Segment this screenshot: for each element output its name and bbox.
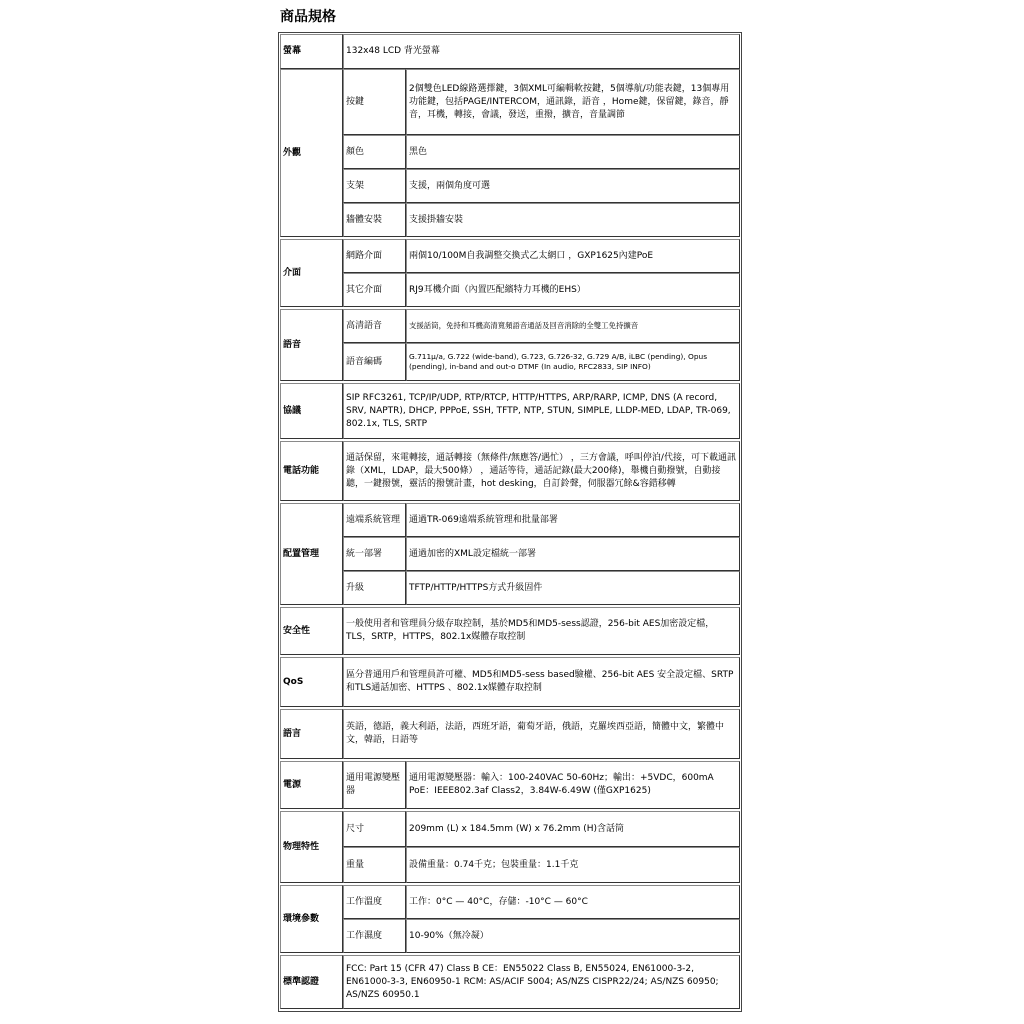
spec-sub-label: 統一部署 bbox=[343, 537, 406, 571]
table-row bbox=[280, 69, 740, 237]
category-label: 環境參數 bbox=[280, 885, 343, 953]
category-label: 語音 bbox=[280, 309, 343, 381]
spec-value: 英語，德語，義大利語，法語，西班牙語，葡萄牙語，俄語，克羅埃西亞語，簡體中文，繁體中文，韓語，日語等 bbox=[343, 709, 740, 759]
spec-sub-label: 重量 bbox=[343, 847, 406, 883]
category-label: 電源 bbox=[280, 761, 343, 809]
table-row bbox=[280, 309, 740, 381]
table-row bbox=[280, 657, 740, 707]
spec-sub-label: 牆體安裝 bbox=[343, 203, 406, 237]
spec-value: 通用電源變壓器：輸入：100-240VAC 50-60Hz；輸出：+5VDC，600mA PoE：IEEE802.3af Class2，3.84W-6.49W (僅GXP1625) bbox=[406, 761, 740, 809]
spec-value: 209mm (L) x 184.5mm (W) x 76.2mm (H)含話筒 bbox=[406, 811, 740, 847]
spec-sub-label: 升級 bbox=[343, 571, 406, 605]
table-row bbox=[280, 34, 740, 69]
spec-value: 設備重量：0.74千克；包裝重量：1.1千克 bbox=[406, 847, 740, 883]
spec-value: 工作：0°C — 40°C，存儲：-10°C — 60°C bbox=[406, 885, 740, 919]
spec-table bbox=[278, 32, 742, 1012]
spec-value: 支援話筒，免持和耳機高清寬頻語音通話及回音消除的全雙工免持擴音 bbox=[406, 309, 740, 343]
category-label: QoS bbox=[280, 657, 343, 707]
category-label: 電話功能 bbox=[280, 441, 343, 501]
category-label: 協議 bbox=[280, 383, 343, 439]
spec-sub-label: 支架 bbox=[343, 169, 406, 203]
table-row bbox=[280, 383, 740, 439]
spec-value: G.711µ/a, G.722 (wide-band), G.723, G.726-32, G.729 A/B, iLBC (pending), Opus (pending), in-band and out-o DTMF (In audio, RFC2833, SIP INFO) bbox=[406, 343, 740, 381]
spec-sub-label: 其它介面 bbox=[343, 273, 406, 307]
spec-value: 支援掛牆安裝 bbox=[406, 203, 740, 237]
table-row bbox=[280, 761, 740, 809]
category-label: 安全性 bbox=[280, 607, 343, 655]
spec-sub-label: 顏色 bbox=[343, 135, 406, 169]
spec-value: 10-90%（無冷凝） bbox=[406, 919, 740, 953]
spec-sub-label: 尺寸 bbox=[343, 811, 406, 847]
page-title: 商品規格 bbox=[280, 9, 336, 25]
table-row bbox=[280, 811, 740, 883]
spec-sub-label: 網路介面 bbox=[343, 239, 406, 273]
category-label: 外觀 bbox=[280, 69, 343, 237]
spec-sub-label: 通用電源變壓器 bbox=[343, 761, 406, 809]
spec-value: 通話保留，來電轉接，通話轉接（無條件/無應答/遇忙） ，三方會議，呼叫停泊/代接，可下載通訊錄（XML，LDAP，最大500條） ，通話等待，通話記錄(最大200條)，舉機自動撥號，自動接聽，一鍵撥號，靈活的撥號計畫，hot desking，自訂鈴聲，伺服器冗餘&容錯移轉 bbox=[343, 441, 740, 501]
spec-value: RJ9耳機介面（內置匹配繽特力耳機的EHS） bbox=[406, 273, 740, 307]
spec-value: FCC: Part 15 (CFR 47) Class B CE：EN55022 Class B, EN55024, EN61000-3-2, EN61000-3-3, EN60950-1 RCM: AS/ACIF S004; AS/NZS CISPR22/24; AS/NZS 60950; AS/NZS 60950.1 bbox=[343, 955, 740, 1009]
spec-value: SIP RFC3261, TCP/IP/UDP, RTP/RTCP, HTTP/HTTPS, ARP/RARP, ICMP, DNS (A record, SRV, NAPTR), DHCP, PPPoE, SSH, TFTP, NTP, STUN, SIMPLE, LLDP-MED, LDAP, TR-069, 802.1x, TLS, SRTP bbox=[343, 383, 740, 439]
table-row bbox=[280, 955, 740, 1009]
category-label: 標準認證 bbox=[280, 955, 343, 1009]
spec-value: 2個雙色LED線路選擇鍵，3個XML可編輯軟按鍵，5個導航/功能表鍵，13個專用功能鍵，包括PAGE/INTERCOM，通訊錄，語音 ，Home鍵，保留鍵，錄音，靜音，耳機，轉接，會議，發送，重撥，擴音，音量調節 bbox=[406, 69, 740, 135]
spec-sub-label: 語音編碼 bbox=[343, 343, 406, 381]
spec-value: 支援，兩個角度可選 bbox=[406, 169, 740, 203]
spec-value: 132x48 LCD 背光螢幕 bbox=[343, 34, 740, 69]
spec-sub-label: 高清語音 bbox=[343, 309, 406, 343]
spec-sub-label: 按鍵 bbox=[343, 69, 406, 135]
spec-value: 一般使用者和管理員分級存取控制，基於MD5和MD5-sess認證，256-bit AES加密設定檔，TLS，SRTP，HTTPS，802.1x媒體存取控制 bbox=[343, 607, 740, 655]
spec-value: 黑色 bbox=[406, 135, 740, 169]
table-row bbox=[280, 441, 740, 501]
spec-value: TFTP/HTTP/HTTPS方式升級固件 bbox=[406, 571, 740, 605]
category-label: 語言 bbox=[280, 709, 343, 759]
category-label: 物理特性 bbox=[280, 811, 343, 883]
spec-value: 區分普通用戶和管理員許可權、MD5和MD5-sess based驗權、256-bit AES 安全設定檔、SRTP和TLS通話加密、HTTPS 、802.1x媒體存取控制 bbox=[343, 657, 740, 707]
table-row bbox=[280, 709, 740, 759]
spec-value: 通過TR-069遠端系統管理和批量部署 bbox=[406, 503, 740, 537]
spec-sub-label: 工作溫度 bbox=[343, 885, 406, 919]
spec-sub-label: 遠端系統管理 bbox=[343, 503, 406, 537]
spec-value: 兩個10/100M自我調整交換式乙太網口 ，GXP1625內建PoE bbox=[406, 239, 740, 273]
table-row bbox=[280, 607, 740, 655]
table-row bbox=[280, 503, 740, 605]
spec-value: 通過加密的XML設定檔統一部署 bbox=[406, 537, 740, 571]
category-label: 螢幕 bbox=[280, 34, 343, 69]
category-label: 介面 bbox=[280, 239, 343, 307]
table-row bbox=[280, 885, 740, 953]
table-row bbox=[280, 239, 740, 307]
category-label: 配置管理 bbox=[280, 503, 343, 605]
spec-sub-label: 工作濕度 bbox=[343, 919, 406, 953]
